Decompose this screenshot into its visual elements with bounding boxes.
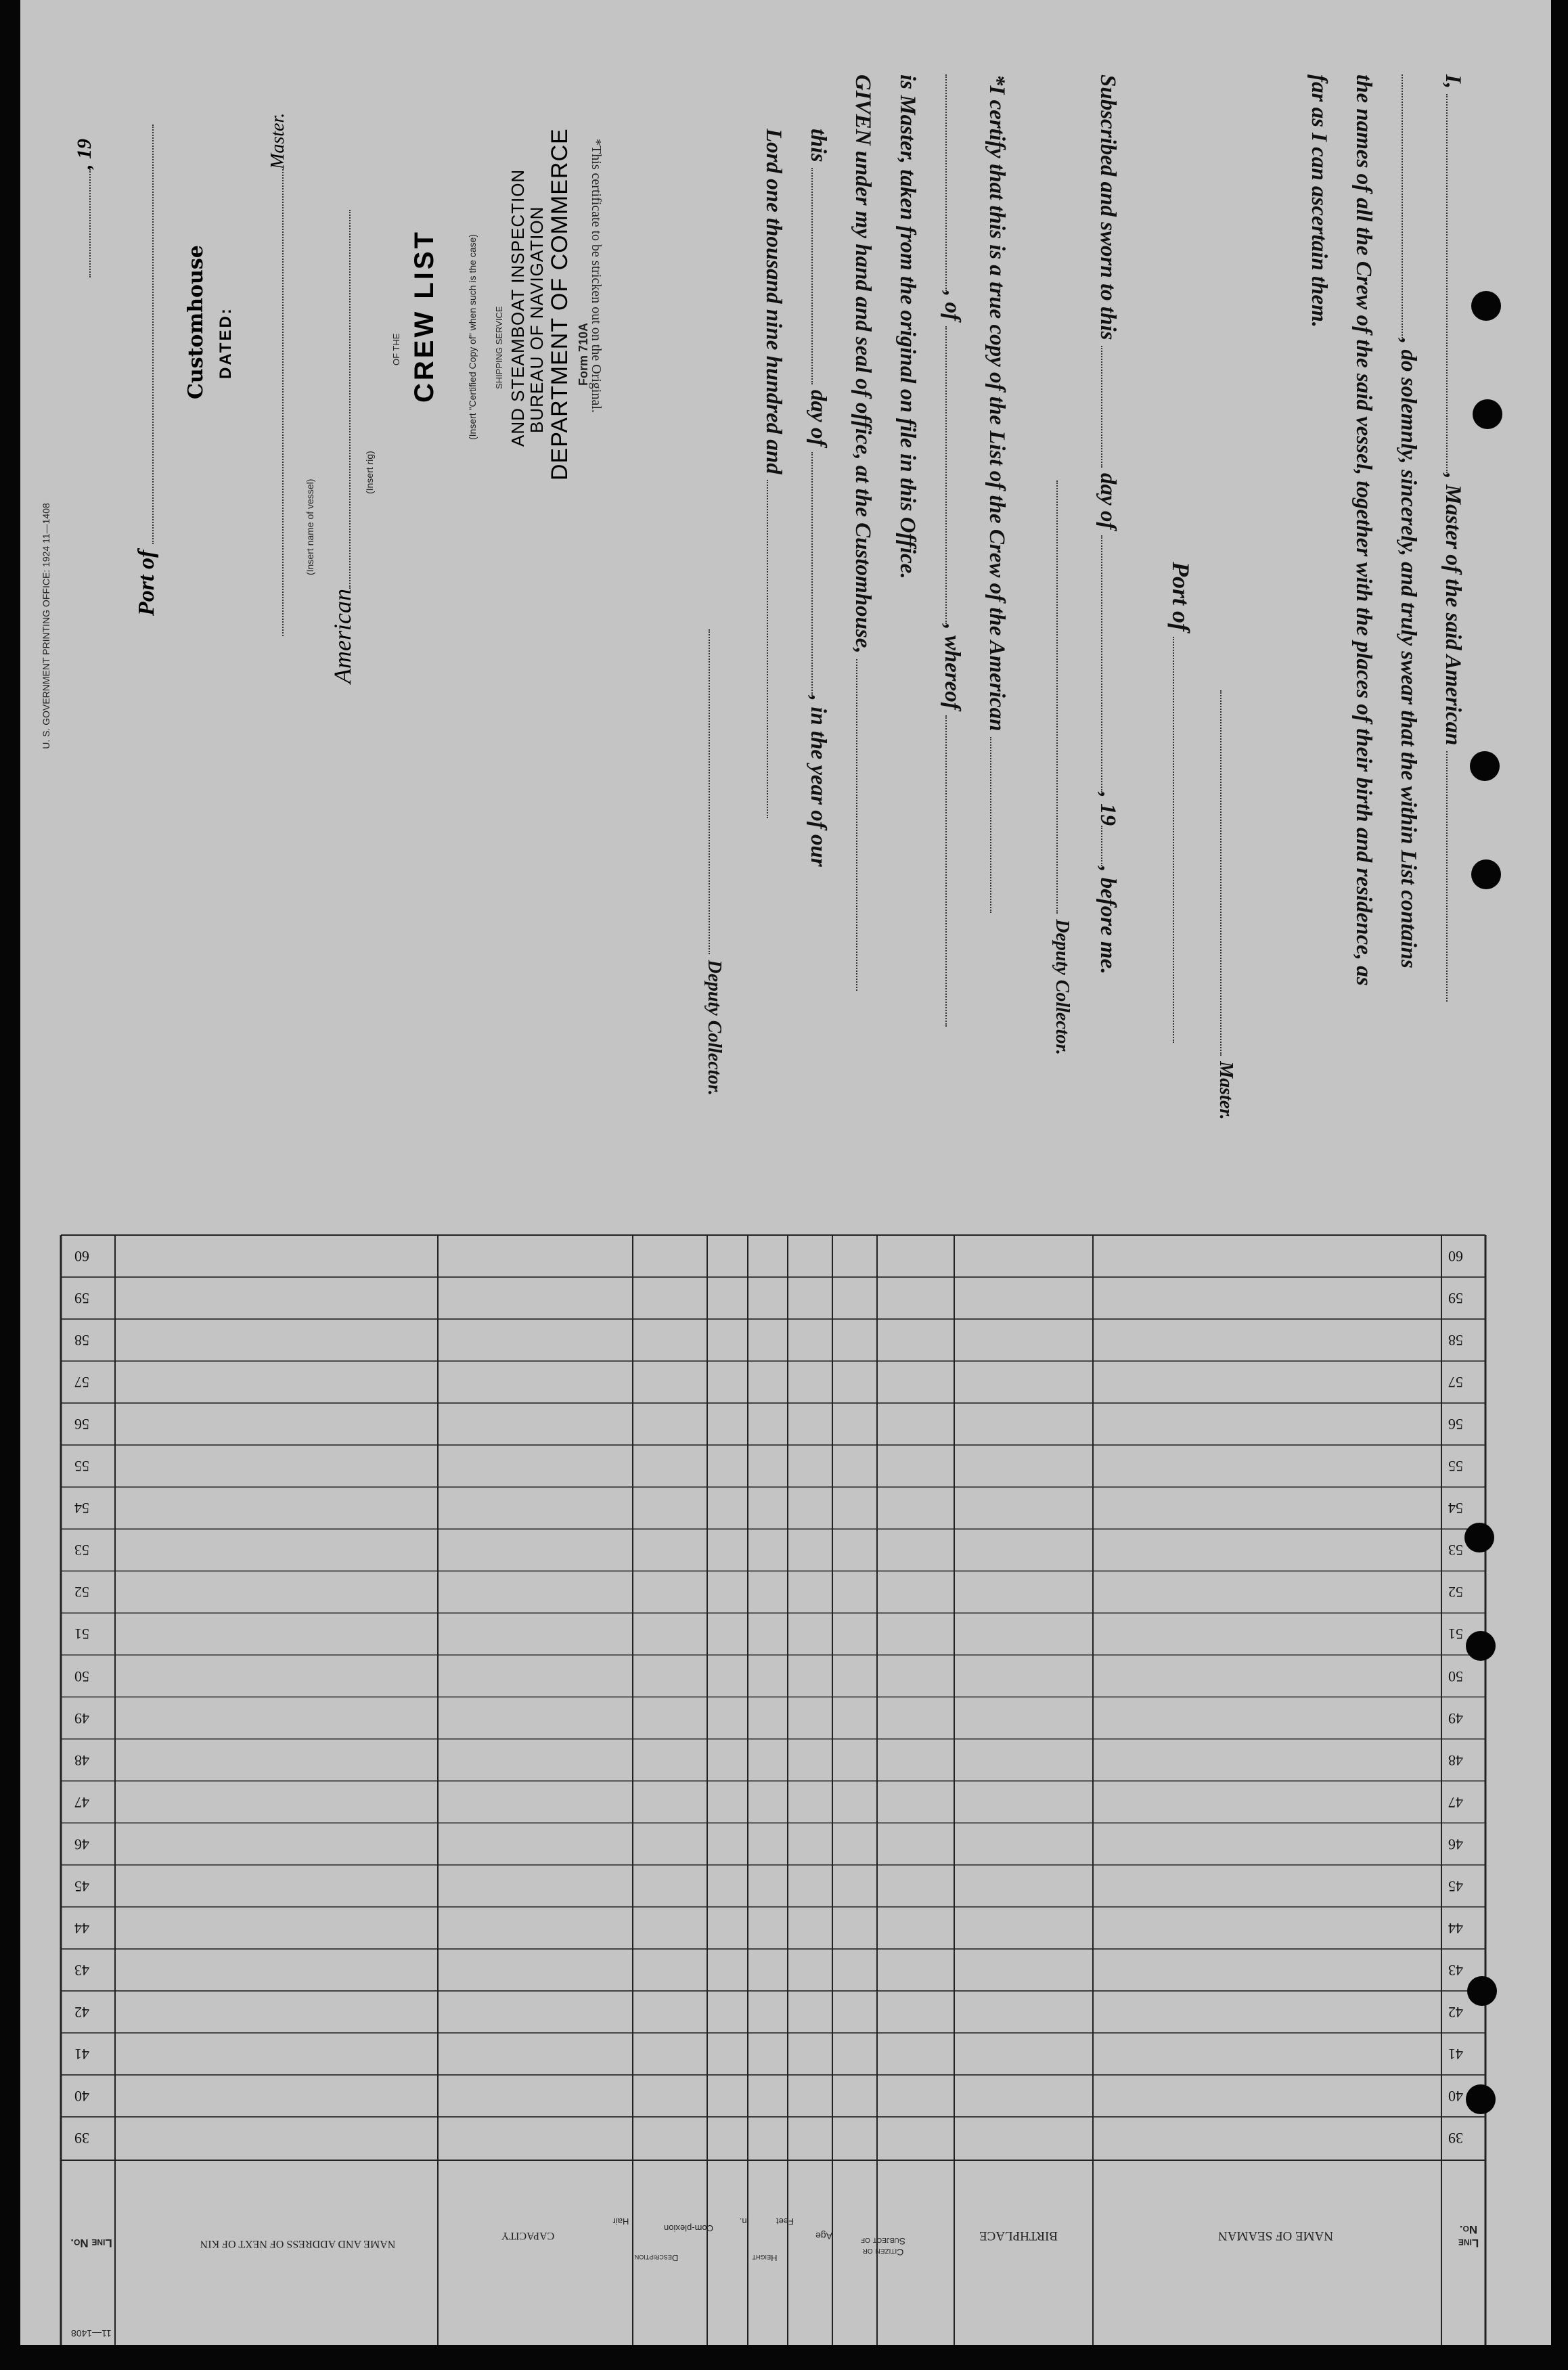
row-number: 41: [74, 2045, 89, 2063]
row-number: 53: [74, 1542, 89, 1559]
row-number: 54: [1448, 1500, 1463, 1517]
header-inches: In.: [739, 2216, 750, 2227]
row-number: 50: [74, 1668, 89, 1685]
row-number: 45: [74, 1877, 89, 1895]
row-number: 44: [1448, 1919, 1463, 1937]
header-complexion: Com-plexion: [664, 2223, 713, 2233]
oath-line-2: , do solemnly, sincerely, and truly swear that the within List contains: [1386, 74, 1431, 1130]
row-number: 45: [1448, 1877, 1463, 1895]
oath-master-signature: Master.: [1203, 74, 1249, 1130]
row-number: 44: [74, 1919, 89, 1937]
customhouse-label: Customhouse: [184, 245, 208, 399]
cert-deputy: Deputy Collector.: [692, 74, 738, 1130]
row-number: 54: [74, 1500, 89, 1517]
insert-vessel-note: (Insert name of vessel): [305, 478, 315, 575]
row-number: 52: [74, 1584, 89, 1601]
row-number: 40: [1448, 2087, 1463, 2105]
header-hair: Hair: [612, 2216, 629, 2227]
row-number: 46: [1448, 1835, 1463, 1853]
cert-line-2: , of , whereof: [930, 74, 975, 1130]
header-capacity: CAPACITY: [501, 2230, 555, 2241]
binder-hole: [1473, 399, 1502, 429]
row-number: 57: [74, 1374, 89, 1391]
header-feet: Feet: [776, 2216, 794, 2227]
row-number: 50: [1448, 1668, 1463, 1685]
binder-hole: [1466, 1631, 1496, 1661]
oath-line-3: the names of all the Crew of the said vessel, together with the places of their birth and residence, as: [1351, 74, 1376, 986]
of-the-label: OF THE: [391, 333, 401, 365]
cert-line-1: *I certify that this is a true copy of the List of the Crew of the American: [975, 74, 1019, 1130]
row-number: 49: [1448, 1709, 1463, 1727]
binder-hole: [1471, 859, 1501, 889]
cert-line-3: is Master, taken from the original on file in this Office.: [895, 74, 920, 579]
oath-subscribed: Subscribed and sworn to this day of , 19, before me.: [1096, 74, 1120, 975]
row-number: 47: [1448, 1793, 1463, 1811]
row-number: 58: [1448, 1332, 1463, 1349]
row-number: 56: [74, 1416, 89, 1433]
row-number: 58: [74, 1332, 89, 1349]
certified-note: (Insert "Certified Copy of" when such is the case): [467, 233, 478, 440]
row-number: 57: [1448, 1374, 1463, 1391]
form-number: Form 710A: [577, 322, 590, 386]
bureau-line-1: BUREAU OF NAVIGATION: [527, 206, 547, 433]
row-number: 46: [74, 1835, 89, 1853]
oath-line-1: I, , Master of the said American: [1431, 74, 1475, 1130]
row-number: 51: [74, 1626, 89, 1643]
binder-hole: [1466, 2084, 1496, 2114]
printing-office-line: U. S. GOVERNMENT PRINTING OFFICE: 1924 11—1408: [41, 503, 51, 749]
cert-line-6: Lord one thousand nine hundred and: [751, 74, 796, 1130]
row-number: 53: [1448, 1542, 1463, 1559]
row-number: 48: [74, 1751, 89, 1769]
cover-port: Port of: [134, 125, 160, 616]
header-age: Age: [815, 2231, 832, 2241]
crew-list-form-page: I, , Master of the said American , do solemnly, sincerely, and truly swear that the within List contains the names of all the Crew of the said vessel, together with the places of their birth and residence, as far as I can ascertain them. Master. Port of Subscribed and sworn to this day of , 19, before me. Deputy Collector. *I certify that this is a true copy of the List of the Crew of the American , of , whereof is Master, taken from the original on file in this Office. GIVEN under my hand and seal of office, at the Customhouse, this day of , in the year of our Lord one thousand nine hundred and Deputy Collector. *This certificate to be stricken out on the Original. U. S. GOVERNMENT PRINTING OFFICE: 1924 11—1408 , 19 Port of Customhouse DATED: Master. (Insert name of vessel) American (Insert rig) OF THE CREW LIST (Insert "Certified Copy of" when such is the case) SHIPPING SERVICE AND STEAMBOAT INSPECTION BUREAU OF NAVIGATION DEPARTMENT OF COMMERCE Form 710A Line No. NAME OF SEAMAN BIRTHPLACE Citizen or Subject of Age Height Feet In. Description Com-plexion Hair CAPACITY NAME AND ADDRESS OF NEXT OF KIN Line No. 11—1408 60 60 59 59 58 58 57 57 56 56 55 55 54 54 53 53 52 52 51 51 50 50 49 49 48 48 47 47 46 46 45 45 44 44 43 43 42 42 41 41 40 40 39 39: [20, 0, 1551, 2345]
binder-hole: [1471, 291, 1501, 321]
row-number: 49: [74, 1709, 89, 1727]
cert-line-5: this day of , in the year of our: [806, 129, 830, 867]
row-number: 60: [1448, 1248, 1463, 1266]
row-number: 55: [74, 1458, 89, 1475]
header-line-no-right: Line No.: [70, 2237, 112, 2250]
header-line-no: Line No.: [1458, 2223, 1479, 2250]
oath-deputy: Deputy Collector.: [1039, 74, 1085, 1130]
table-header: [61, 2181, 1489, 2268]
header-birthplace: BIRTHPLACE: [979, 2229, 1058, 2243]
row-number: 41: [1448, 2045, 1463, 2063]
row-number: 52: [1448, 1584, 1463, 1601]
cert-line-4: GIVEN under my hand and seal of office, at the Customhouse,: [841, 74, 885, 1130]
insert-rig-note: (Insert rig): [364, 451, 375, 494]
header-description: Description: [634, 2253, 679, 2263]
oath-line-4: far as I can ascertain them.: [1307, 74, 1331, 328]
row-number: 39: [74, 2130, 89, 2147]
binder-hole: [1464, 1523, 1494, 1552]
oath-i: I,: [1441, 74, 1465, 89]
header-citizen: Citizen or Subject of: [861, 2236, 906, 2258]
row-number: 56: [1448, 1416, 1463, 1433]
row-number: 48: [1448, 1751, 1463, 1769]
cover-american: American: [328, 210, 357, 684]
row-number: 43: [1448, 1961, 1463, 1979]
header-next-of-kin: NAME AND ADDRESS OF NEXT OF KIN: [200, 2238, 396, 2250]
row-number: 59: [74, 1290, 89, 1307]
service-label: SHIPPING SERVICE: [494, 306, 504, 389]
row-number: 55: [1448, 1458, 1463, 1475]
row-number: 59: [1448, 1290, 1463, 1307]
cover-master: Master.: [267, 113, 289, 636]
row-number: 47: [74, 1793, 89, 1811]
dated-label: DATED:: [217, 307, 235, 379]
row-number: 43: [74, 1961, 89, 1979]
row-number: 42: [1448, 2003, 1463, 2021]
bureau-line-2: AND STEAMBOAT INSPECTION: [508, 169, 528, 447]
cover-year: , 19: [73, 139, 96, 277]
row-number: 51: [1448, 1626, 1463, 1643]
row-number: 40: [74, 2087, 89, 2105]
header-name-of-seaman: NAME OF SEAMAN: [1218, 2229, 1333, 2243]
row-number: 42: [74, 2003, 89, 2021]
row-number: 60: [74, 1248, 89, 1266]
department-heading: DEPARTMENT OF COMMERCE: [547, 128, 573, 480]
row-number: 39: [1448, 2130, 1463, 2147]
header-height: Height: [752, 2253, 778, 2263]
table-code: 11—1408: [71, 2328, 112, 2339]
oath-port: Port of: [1157, 74, 1203, 1130]
crew-list-title: CREW LIST: [409, 229, 439, 403]
binder-hole: [1467, 1976, 1497, 2006]
